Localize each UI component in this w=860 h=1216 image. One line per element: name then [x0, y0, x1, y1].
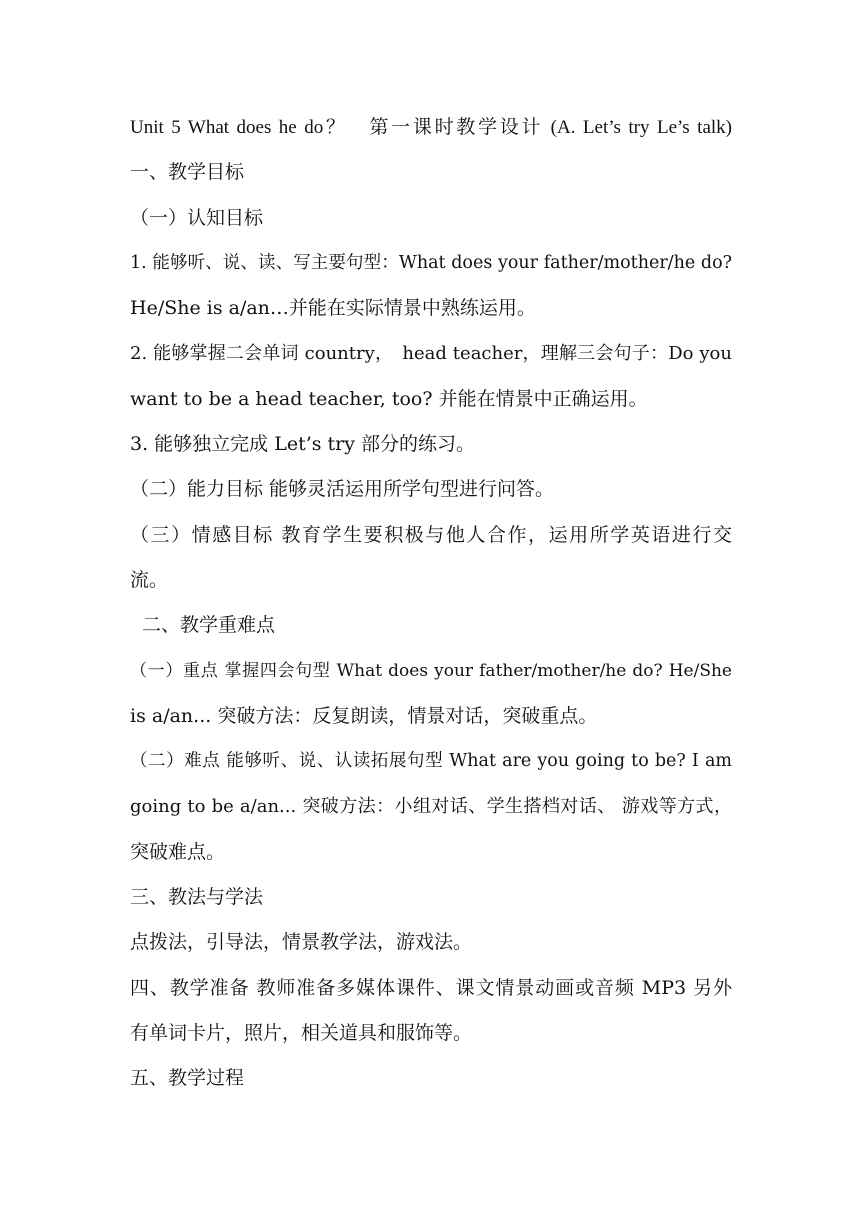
paragraph-line: 有单词卡片，照片，相关道具和服饰等。 — [130, 1021, 473, 1044]
paragraph-line: （一）重点 掌握四会句型 What does your father/mother/he do? He/She — [130, 660, 732, 681]
paragraph-line: 3. 能够独立完成 Let’s try 部分的练习。 — [130, 433, 476, 456]
paragraph-line: He/She is a/an…并能在实际情景中熟练运用。 — [130, 297, 536, 320]
paragraph-line: 突破难点。 — [130, 840, 226, 863]
section-heading-preparation: 四、教学准备 教师准备多媒体课件、课文情景动画或音频 MP3 另外 — [130, 976, 732, 999]
subheading-emotional-goals: （三）情感目标 教育学生要积极与他人合作，运用所学英语进行交 — [130, 523, 732, 546]
section-heading-key-points: 二、教学重难点 — [142, 614, 276, 637]
subheading-cognitive-goals: （一）认知目标 — [130, 206, 264, 229]
section-heading-objectives: 一、教学目标 — [130, 161, 245, 184]
section-heading-methods: 三、教法与学法 — [130, 886, 264, 909]
paragraph-line: 点拨法，引导法，情景教学法，游戏法。 — [130, 931, 473, 954]
document-title: Unit 5 What does he do？ 第一课时教学设计 (A. Let’s try Le’s talk) — [130, 117, 732, 138]
paragraph-line: want to be a head teacher, too? 并能在情景中正确运用。 — [130, 387, 648, 410]
subheading-ability-goals: （二）能力目标 能够灵活运用所学句型进行问答。 — [130, 478, 555, 501]
paragraph-line: is a/an... 突破方法：反复朗读，情景对话，突破重点。 — [130, 704, 598, 727]
paragraph-line: 2. 能够掌握二会单词 country， head teacher，理解三会句子：Do you — [130, 343, 732, 365]
section-heading-process: 五、教学过程 — [130, 1067, 245, 1090]
paragraph-line: 1. 能够听、说、读、写主要句型：What does your father/mother/he do? — [130, 252, 732, 273]
paragraph-line: 流。 — [130, 568, 169, 591]
paragraph-line: （二）难点 能够听、说、认读拓展句型 What are you going to be? I am — [130, 751, 732, 772]
document-page — [130, 105, 732, 1102]
paragraph-line: going to be a/an... 突破方法：小组对话、学生搭档对话、 游戏等方式， — [130, 796, 732, 818]
